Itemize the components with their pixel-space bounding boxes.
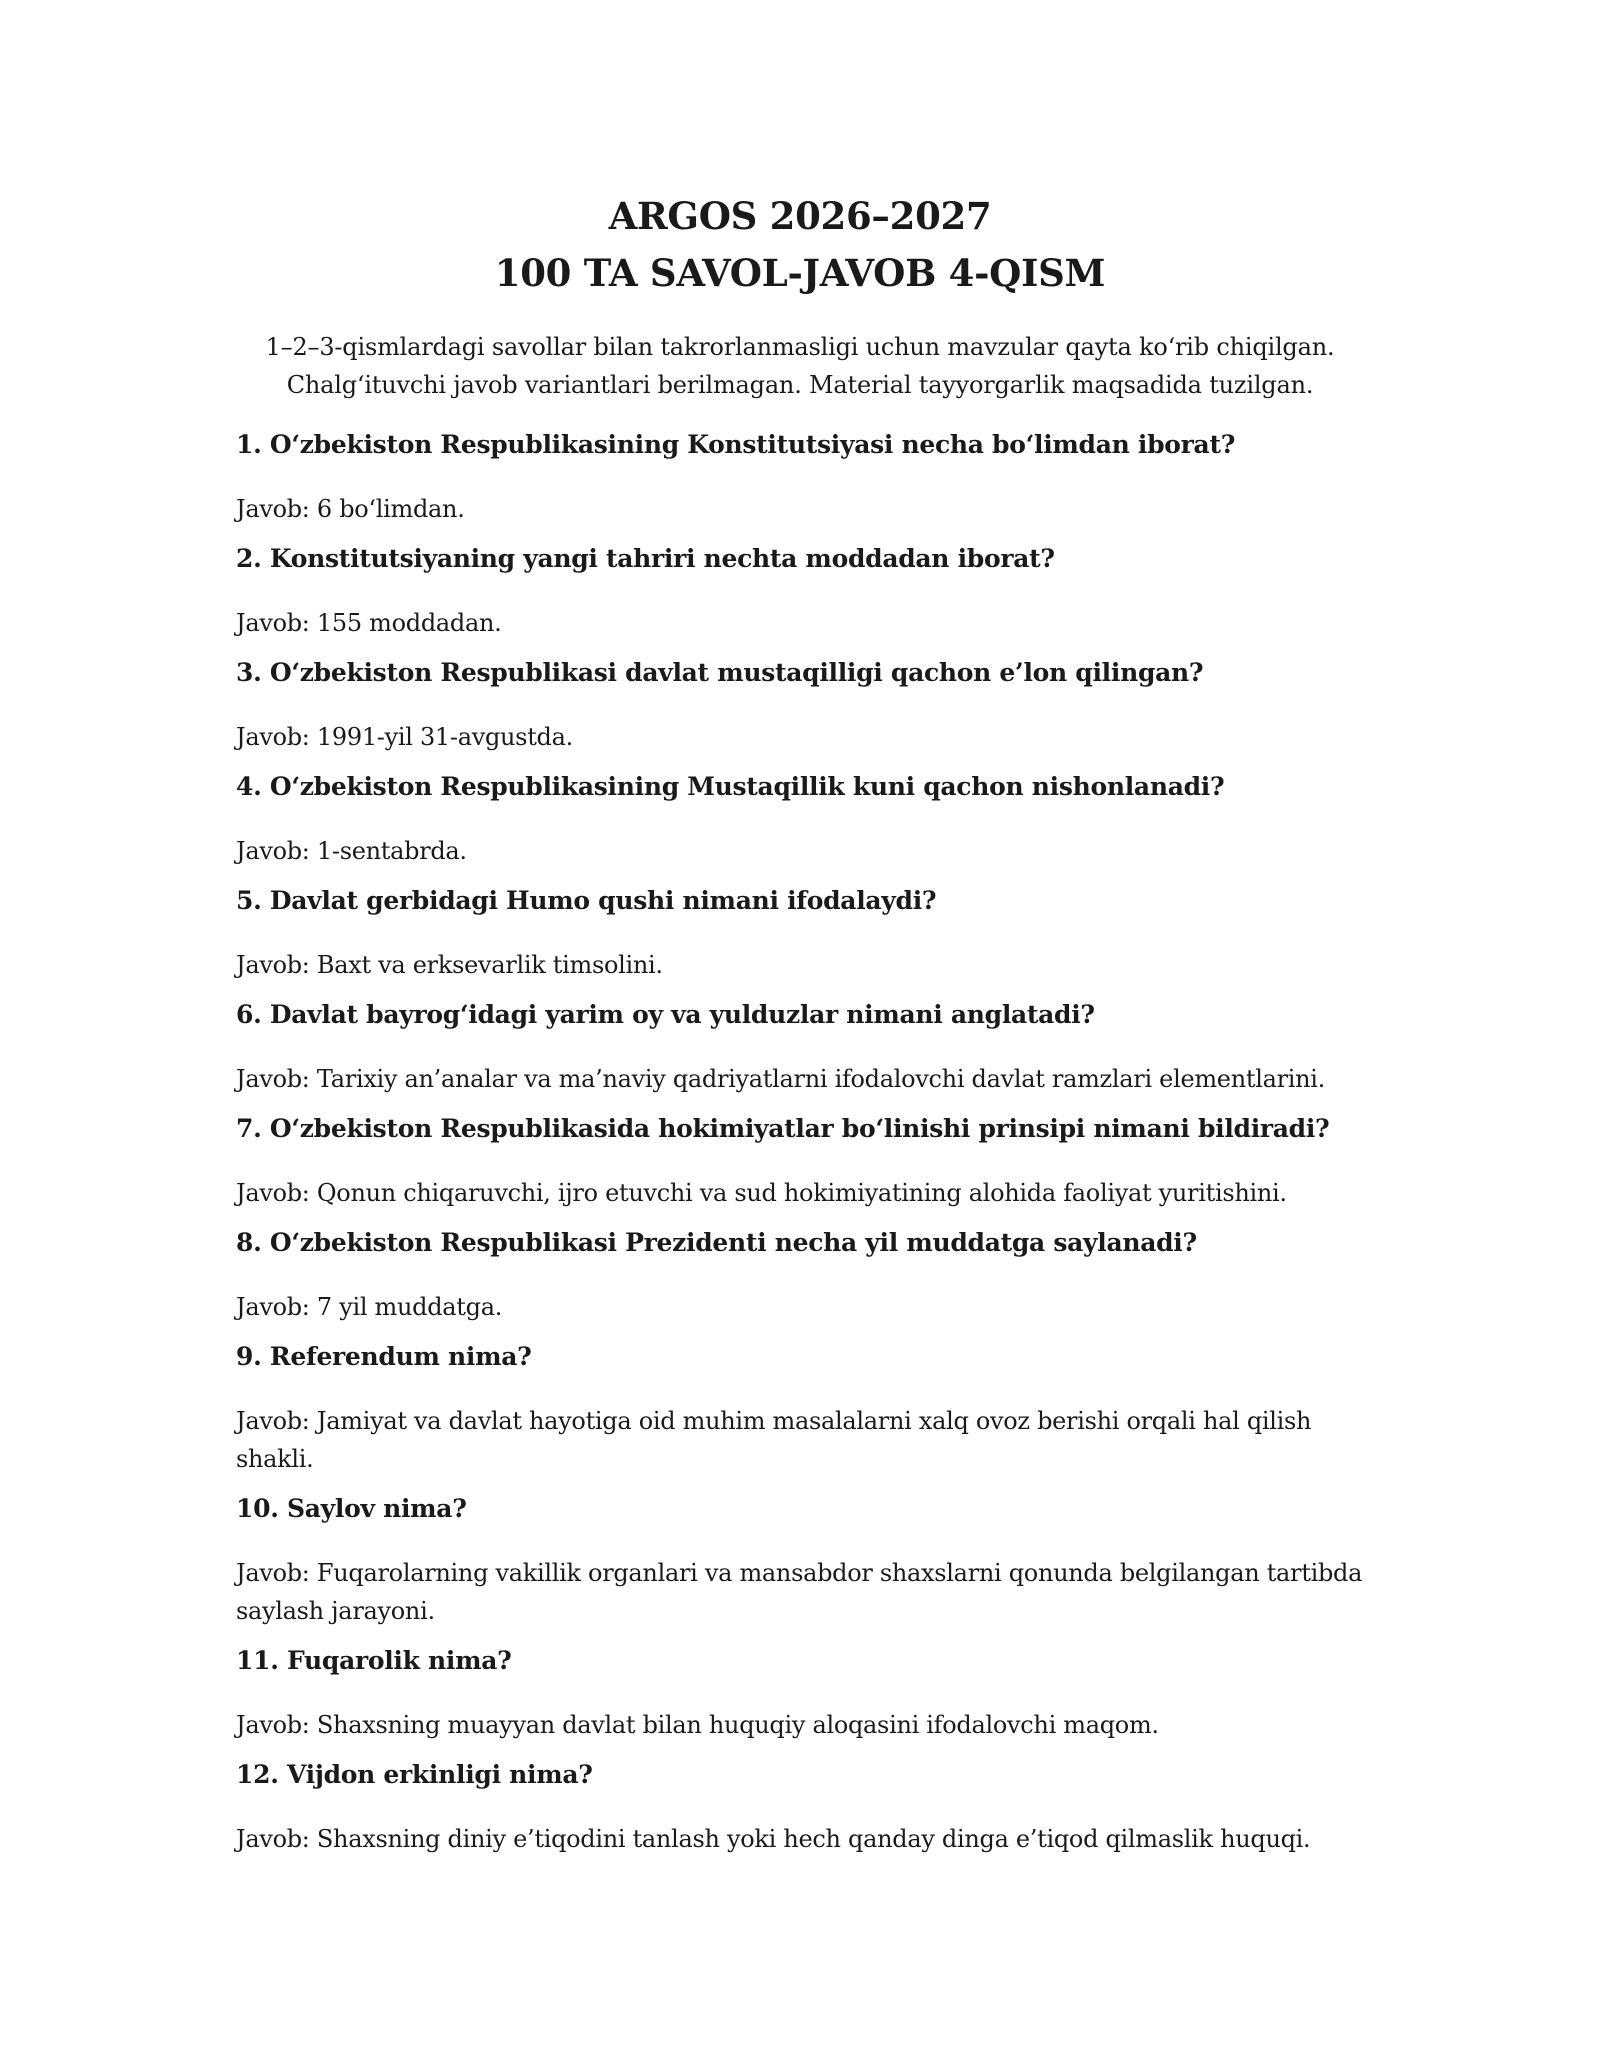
- question: 3. Oʻzbekiston Respublikasi davlat mustaqilligi qachon e’lon qilingan?: [236, 658, 1204, 687]
- answer: Javob: Shaxsning diniy e’tiqodini tanlash yoki hech qanday dinga e’tiqod qilmaslik huquqi.: [236, 1825, 1311, 1853]
- qa-item-2: [236, 540, 1364, 642]
- document-title: [236, 188, 1364, 302]
- answer: Javob: Baxt va erksevarlik timsolini.: [236, 951, 663, 979]
- answer: Javob: 1991-yil 31-avgustda.: [236, 723, 573, 751]
- qa-item-6: [236, 996, 1364, 1098]
- qa-item-4: [236, 768, 1364, 870]
- qa-item-10: [236, 1490, 1364, 1630]
- qa-item-5: [236, 882, 1364, 984]
- qa-item-1: [236, 426, 1364, 528]
- question: 6. Davlat bayrogʻidagi yarim oy va yulduzlar nimani anglatadi?: [236, 1000, 1095, 1029]
- qa-item-12: [236, 1756, 1364, 1858]
- qa-item-8: [236, 1224, 1364, 1326]
- intro-line-2: Chalgʻituvchi javob variantlari berilmagan. Material tayyorgarlik maqsadida tuzilgan.: [286, 371, 1314, 399]
- question: 2. Konstitutsiyaning yangi tahriri nechta moddadan iborat?: [236, 544, 1055, 573]
- qa-item-9: [236, 1338, 1364, 1478]
- question: 1. Oʻzbekiston Respublikasining Konstitutsiyasi necha boʻlimdan iborat?: [236, 430, 1236, 459]
- intro-line-1: 1–2–3-qismlardagi savollar bilan takrorlanmasligi uchun mavzular qayta koʻrib chiqilgan.: [265, 333, 1335, 361]
- qa-item-3: [236, 654, 1364, 756]
- answer: Javob: 155 moddadan.: [236, 609, 502, 637]
- question: 4. Oʻzbekiston Respublikasining Mustaqillik kuni qachon nishonlanadi?: [236, 772, 1225, 801]
- answer: Javob: Jamiyat va davlat hayotiga oid muhim masalalarni xalq ovoz berishi orqali hal qilish shakli.: [236, 1407, 1312, 1473]
- title-line-2: 100 TA SAVOL-JAVOB 4-QISM: [494, 251, 1106, 295]
- answer: Javob: 6 boʻlimdan.: [236, 495, 465, 523]
- answer: Javob: Qonun chiqaruvchi, ijro etuvchi va sud hokimiyatining alohida faoliyat yuritishini.: [236, 1179, 1287, 1207]
- question: 12. Vijdon erkinligi nima?: [236, 1760, 593, 1789]
- answer: Javob: 1-sentabrda.: [236, 837, 467, 865]
- title-line-1: ARGOS 2026–2027: [608, 194, 992, 238]
- answer: Javob: Tarixiy an’analar va ma’naviy qadriyatlarni ifodalovchi davlat ramzlari elementlarini.: [236, 1065, 1326, 1093]
- question: 10. Saylov nima?: [236, 1494, 467, 1523]
- question: 7. Oʻzbekiston Respublikasida hokimiyatlar boʻlinishi prinsipi nimani bildiradi?: [236, 1114, 1330, 1143]
- question: 5. Davlat gerbidagi Humo qushi nimani ifodalaydi?: [236, 886, 937, 915]
- answer: Javob: Shaxsning muayyan davlat bilan huquqiy aloqasini ifodalovchi maqom.: [236, 1711, 1159, 1739]
- answer: Javob: 7 yil muddatga.: [236, 1293, 503, 1321]
- answer: Javob: Fuqarolarning vakillik organlari va mansabdor shaxslarni qonunda belgilangan tartibda saylash jarayoni.: [236, 1559, 1363, 1625]
- qa-item-7: [236, 1110, 1364, 1212]
- question: 11. Fuqarolik nima?: [236, 1646, 512, 1675]
- question: 8. Oʻzbekiston Respublikasi Prezidenti necha yil muddatga saylanadi?: [236, 1228, 1197, 1257]
- qa-list: [236, 426, 1364, 1858]
- qa-item-11: [236, 1642, 1364, 1744]
- intro-paragraph: [236, 328, 1364, 404]
- question: 9. Referendum nima?: [236, 1342, 532, 1371]
